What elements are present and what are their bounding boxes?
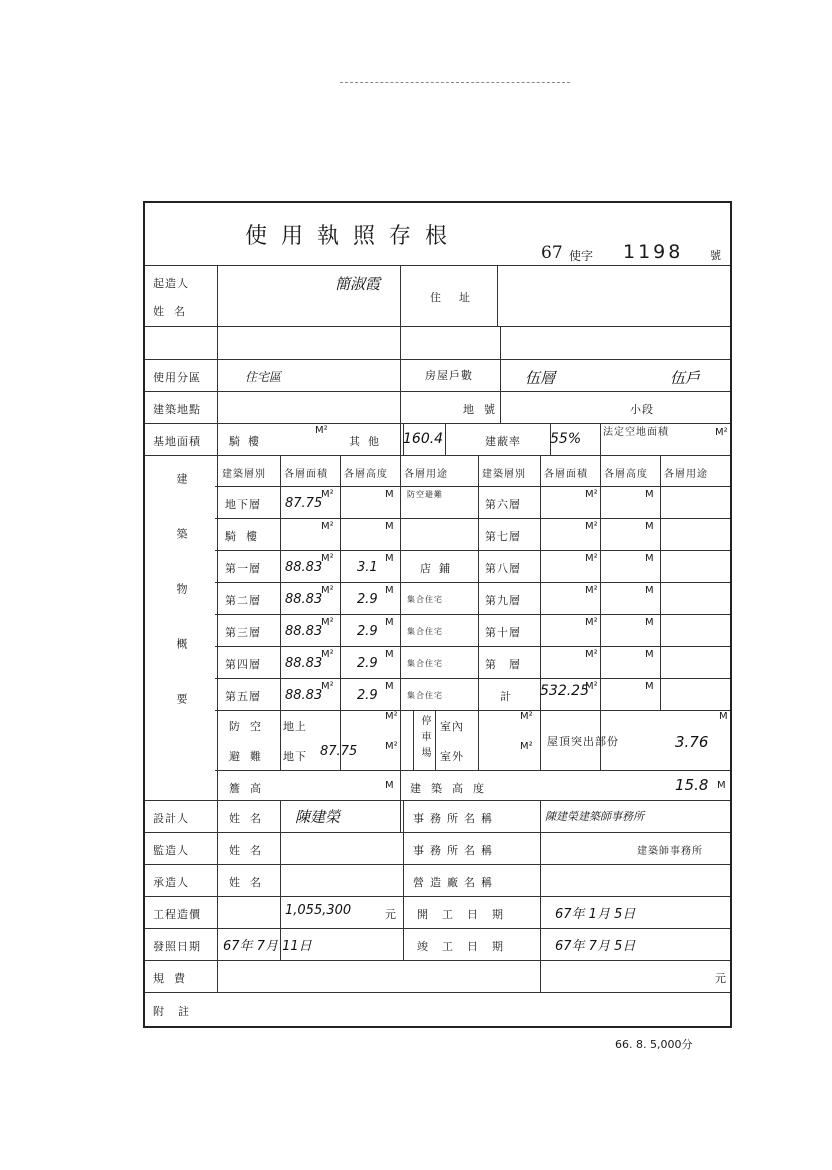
site-label: 建築地點 xyxy=(153,403,201,416)
shelter-ground: 地上 xyxy=(283,720,307,733)
area-left-6: 88.83 xyxy=(285,688,323,703)
area-other-value: 160.4 xyxy=(403,431,444,447)
unit-m-r5: M xyxy=(645,649,654,660)
unit-m2-l4: M² xyxy=(321,617,334,628)
designer-name: 陳建榮 xyxy=(295,808,341,826)
unit-m2-l5: M² xyxy=(321,649,334,660)
print-note: 66. 8. 5,000分 xyxy=(615,1038,693,1051)
address-label: 住址 xyxy=(430,291,488,304)
shelter-under-unit: M² xyxy=(385,741,398,752)
site-section: 小段 xyxy=(630,403,654,416)
unit-m2-l3: M² xyxy=(321,585,334,596)
floor-right-6: 計 xyxy=(500,690,512,703)
shelter-label-1: 防空 xyxy=(229,720,271,733)
use-left-5: 集合住宅 xyxy=(407,659,443,668)
unit-m-r6: M xyxy=(645,681,654,692)
unit-m2-r1: M² xyxy=(585,521,598,532)
parking-outdoor-unit: M² xyxy=(520,741,533,752)
usage-value: 住宅區 xyxy=(245,370,282,384)
floor-right-3: 第九層 xyxy=(485,594,521,607)
col-header-floor-l: 建築層別 xyxy=(222,469,266,480)
unit-m-r1: M xyxy=(645,521,654,532)
cost-unit: 元 xyxy=(385,908,397,921)
parking-indoor: 室內 xyxy=(440,720,464,733)
area-left-5: 88.83 xyxy=(285,656,323,671)
area-left-2: 88.83 xyxy=(285,560,323,575)
height-left-4: 2.9 xyxy=(357,624,378,639)
floor-right-2: 第八層 xyxy=(485,562,521,575)
eave-label: 簷高 xyxy=(229,782,271,795)
contractor-name-label: 姓名 xyxy=(229,876,271,889)
households-floors: 伍層 xyxy=(525,369,556,387)
parking-outdoor: 室外 xyxy=(440,750,464,763)
cert-year: 67 xyxy=(541,243,563,263)
col-header-height-r: 各層高度 xyxy=(604,469,648,480)
floor-right-0: 第六層 xyxy=(485,498,521,511)
floor-left-1: 騎樓 xyxy=(225,530,267,543)
legal-open-label: 法定空地面積 xyxy=(603,427,669,438)
eave-unit: M xyxy=(385,780,394,791)
unit-m2-r2: M² xyxy=(585,553,598,564)
col-header-floor-r: 建築層別 xyxy=(482,469,526,480)
floor-right-5: 第 層 xyxy=(485,658,521,671)
floor-left-2: 第一層 xyxy=(225,562,261,575)
col-header-area-l: 各層面積 xyxy=(284,469,328,480)
unit-m-r2: M xyxy=(645,553,654,564)
use-left-0: 防空避難 xyxy=(407,490,443,499)
unit-m-l4: M xyxy=(385,617,394,628)
area-left-3: 88.83 xyxy=(285,592,323,607)
unit-m2-r4: M² xyxy=(585,617,598,628)
floor-left-0: 地下層 xyxy=(225,498,261,511)
supervisor-office: 建築師事務所 xyxy=(637,846,703,857)
header-scratch xyxy=(340,82,570,83)
coverage-value: 55% xyxy=(550,431,582,447)
projection-value: 3.76 xyxy=(675,733,709,751)
unit-m2-r5: M² xyxy=(585,649,598,660)
cert-number: 1198 xyxy=(623,241,684,263)
builder-label: 起造人 xyxy=(153,277,189,290)
col-header-height-l: 各層高度 xyxy=(344,469,388,480)
designer-office-label: 事務所名稱 xyxy=(413,812,498,825)
unit-m2-l0: M² xyxy=(321,489,334,500)
use-left-2: 店鋪 xyxy=(420,562,458,575)
projection-label: 屋頂突出部份 xyxy=(547,735,619,748)
builder-names-1: 簡淑霞 xyxy=(335,275,381,293)
households-label: 房屋戶數 xyxy=(425,369,473,382)
usage-label: 使用分區 xyxy=(153,371,201,384)
col-header-use-r: 各層用途 xyxy=(664,469,708,480)
unit-m-l6: M xyxy=(385,681,394,692)
unit-m2-r3: M² xyxy=(585,585,598,596)
contractor-firm-label: 營造廠名稱 xyxy=(413,876,498,889)
col-header-use-l: 各層用途 xyxy=(404,469,448,480)
height-left-6: 2.9 xyxy=(357,688,378,703)
col-header-area-r: 各層面積 xyxy=(544,469,588,480)
contractor-label: 承造人 xyxy=(153,876,189,889)
parking-label: 停車場 xyxy=(419,715,430,763)
license-form xyxy=(143,201,732,1028)
cert-suffix: 號 xyxy=(710,249,721,262)
designer-label: 設計人 xyxy=(153,812,189,825)
unit-m2-r0: M² xyxy=(585,489,598,500)
shelter-under: 地下 xyxy=(283,750,307,763)
unit-m2-r6: M² xyxy=(585,681,598,692)
start-value: 67年 1月 5日 xyxy=(555,907,636,922)
unit-m2-l1: M² xyxy=(321,521,334,532)
floor-right-1: 第七層 xyxy=(485,530,521,543)
area-other: 其他 xyxy=(349,435,387,448)
shelter-label-2: 避難 xyxy=(229,750,271,763)
area-left-0: 87.75 xyxy=(285,496,323,511)
unit-m-l2: M xyxy=(385,553,394,564)
unit-m-r3: M xyxy=(645,585,654,596)
unit-m-r4: M xyxy=(645,617,654,628)
unit-m2-l6: M² xyxy=(321,681,334,692)
use-left-4: 集合住宅 xyxy=(407,627,443,636)
start-label: 開工日期 xyxy=(417,908,517,921)
floor-left-4: 第三層 xyxy=(225,626,261,639)
legal-open-unit: M² xyxy=(715,427,728,438)
unit-m-l0: M xyxy=(385,489,394,500)
shelter-ground-unit: M² xyxy=(385,711,398,722)
unit-m2-l2: M² xyxy=(321,553,334,564)
use-left-3: 集合住宅 xyxy=(407,595,443,604)
height-left-5: 2.9 xyxy=(357,656,378,671)
supervisor-name-label: 姓名 xyxy=(229,844,271,857)
projection-unit: M xyxy=(719,711,728,722)
unit-m-r0: M xyxy=(645,489,654,500)
shelter-under-value: 87.75 xyxy=(320,744,358,759)
finish-label: 竣工日期 xyxy=(417,940,517,953)
designer-office: 陳建榮建築師事務所 xyxy=(545,810,644,823)
cert-label: 使字 xyxy=(569,249,594,263)
remarks-label: 附註 xyxy=(153,1005,203,1018)
height-left-3: 2.9 xyxy=(357,592,378,607)
unit-m-l5: M xyxy=(385,649,394,660)
cost-label: 工程造價 xyxy=(153,908,201,921)
floor-left-5: 第四層 xyxy=(225,658,261,671)
unit-m-l3: M xyxy=(385,585,394,596)
height-left-2: 3.1 xyxy=(357,560,378,575)
area-arcade: 騎樓 xyxy=(229,435,267,448)
floor-right-4: 第十層 xyxy=(485,626,521,639)
bldg-height-unit: M xyxy=(717,780,726,791)
builder-name-label: 姓名 xyxy=(153,305,195,318)
parking-indoor-unit: M² xyxy=(520,711,533,722)
area-left-4: 88.83 xyxy=(285,624,323,639)
building-overview-label: 建築物概要 xyxy=(175,473,188,748)
area-arcade-unit: M² xyxy=(315,425,328,436)
households-units: 伍戶 xyxy=(670,369,701,387)
issue-label: 發照日期 xyxy=(153,940,201,953)
unit-m-l1: M xyxy=(385,521,394,532)
site-number-label: 地號 xyxy=(463,403,505,416)
floor-left-3: 第二層 xyxy=(225,594,261,607)
fee-label: 規費 xyxy=(153,972,195,985)
total-area: 532.25 xyxy=(540,683,589,699)
bldg-height-value: 15.8 xyxy=(675,776,709,794)
cost-value: 1,055,300 xyxy=(285,903,352,918)
issue-value: 67年 7月 11日 xyxy=(223,939,312,954)
finish-value: 67年 7月 5日 xyxy=(555,939,636,954)
coverage-label: 建蔽率 xyxy=(485,435,521,448)
supervisor-office-label: 事務所名稱 xyxy=(413,844,498,857)
use-left-6: 集合住宅 xyxy=(407,691,443,700)
fee-unit: 元 xyxy=(715,972,727,985)
page-title: 使用執照存根 xyxy=(245,224,462,249)
bldg-height-label: 建築高度 xyxy=(410,782,494,795)
area-label: 基地面積 xyxy=(153,435,201,448)
supervisor-label: 監造人 xyxy=(153,844,189,857)
designer-name-label: 姓名 xyxy=(229,812,271,825)
floor-left-6: 第五層 xyxy=(225,690,261,703)
